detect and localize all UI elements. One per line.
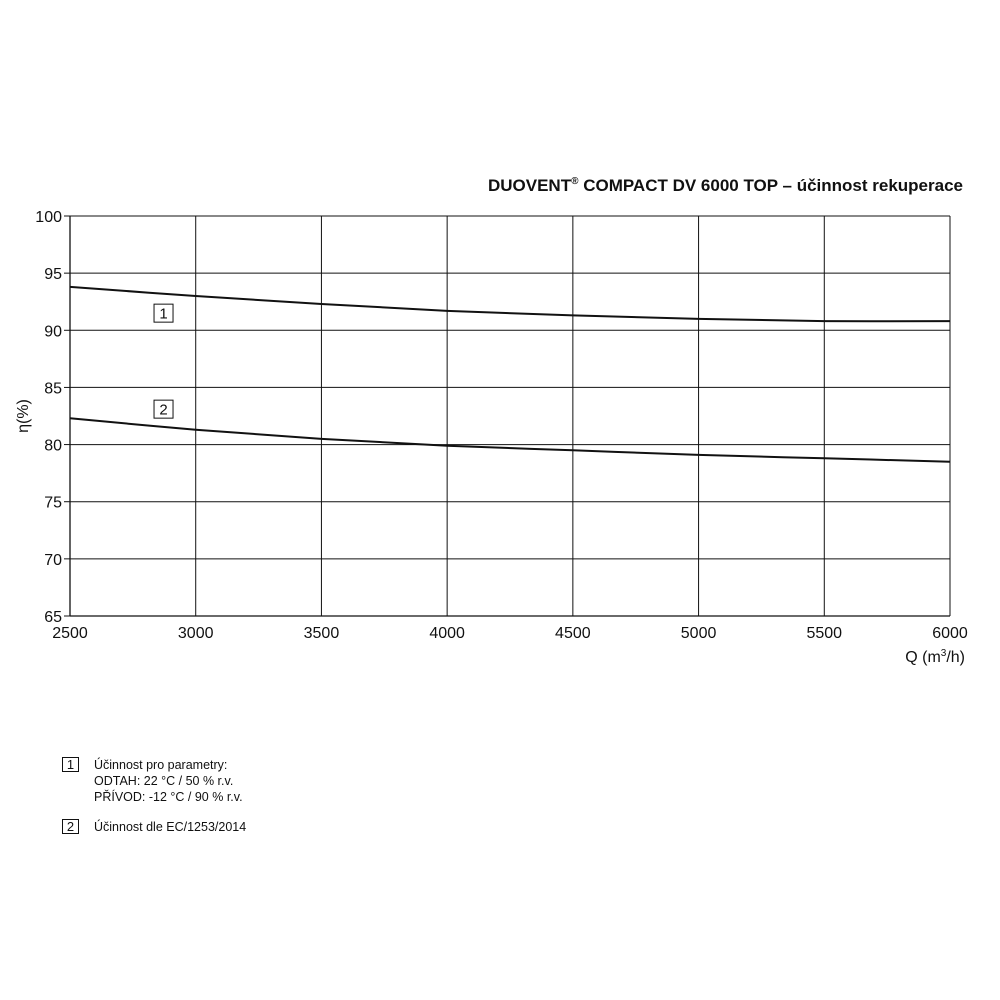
y-tick-label: 80 xyxy=(44,437,62,455)
x-axis-label: Q $(m^3/h)$ xyxy=(905,648,965,666)
series-line-2 xyxy=(70,418,950,461)
x-tick-label: 4000 xyxy=(429,625,465,642)
legend-line: Účinnost dle EC/1253/2014 xyxy=(94,820,247,834)
x-tick-label: 5000 xyxy=(680,625,717,642)
x-tick-label: 4500 xyxy=(555,625,591,642)
x-tick-label: 3500 xyxy=(303,625,340,642)
series-labels xyxy=(154,304,173,419)
legend-marker-1: 1 xyxy=(62,757,79,772)
series-label-2 xyxy=(154,400,173,419)
series-lines xyxy=(70,287,950,462)
y-tick-label: 65 xyxy=(44,609,62,626)
grid xyxy=(64,216,950,616)
legend-line: ODTAH: 22 °C / 50 % r.v. xyxy=(94,774,234,788)
legend-line: Účinnost pro parametry: xyxy=(94,758,228,772)
series-label-text: 1 xyxy=(159,305,168,323)
legend-marker-2: 2 xyxy=(62,819,79,834)
series-line-1 xyxy=(70,287,950,321)
legend-text-1 xyxy=(94,757,243,805)
y-axis-label: η(%) xyxy=(15,399,32,433)
series-label-text: 2 xyxy=(159,401,168,419)
x-tick-label: 6000 xyxy=(932,625,968,642)
x-tick-label: 2500 xyxy=(52,625,88,642)
y-tick-label: 90 xyxy=(44,323,62,341)
x-tick-label: 5500 xyxy=(806,625,843,642)
legend-text-2 xyxy=(94,819,246,835)
x-tick-label: 3000 xyxy=(177,625,214,642)
chart-title: DUOVENT® COMPACT DV 6000 TOP – účinnost rekuperace xyxy=(487,176,963,195)
y-tick-label: 95 xyxy=(44,266,62,284)
tick-labels xyxy=(35,209,968,642)
y-tick-label: 100 xyxy=(35,209,62,226)
legend-line: PŘÍVOD: -12 °C / 90 % r.v. xyxy=(94,790,243,804)
series-label-1 xyxy=(154,304,173,323)
y-tick-label: 70 xyxy=(44,551,62,569)
y-tick-label: 85 xyxy=(44,380,62,398)
y-tick-label: 75 xyxy=(44,494,62,512)
